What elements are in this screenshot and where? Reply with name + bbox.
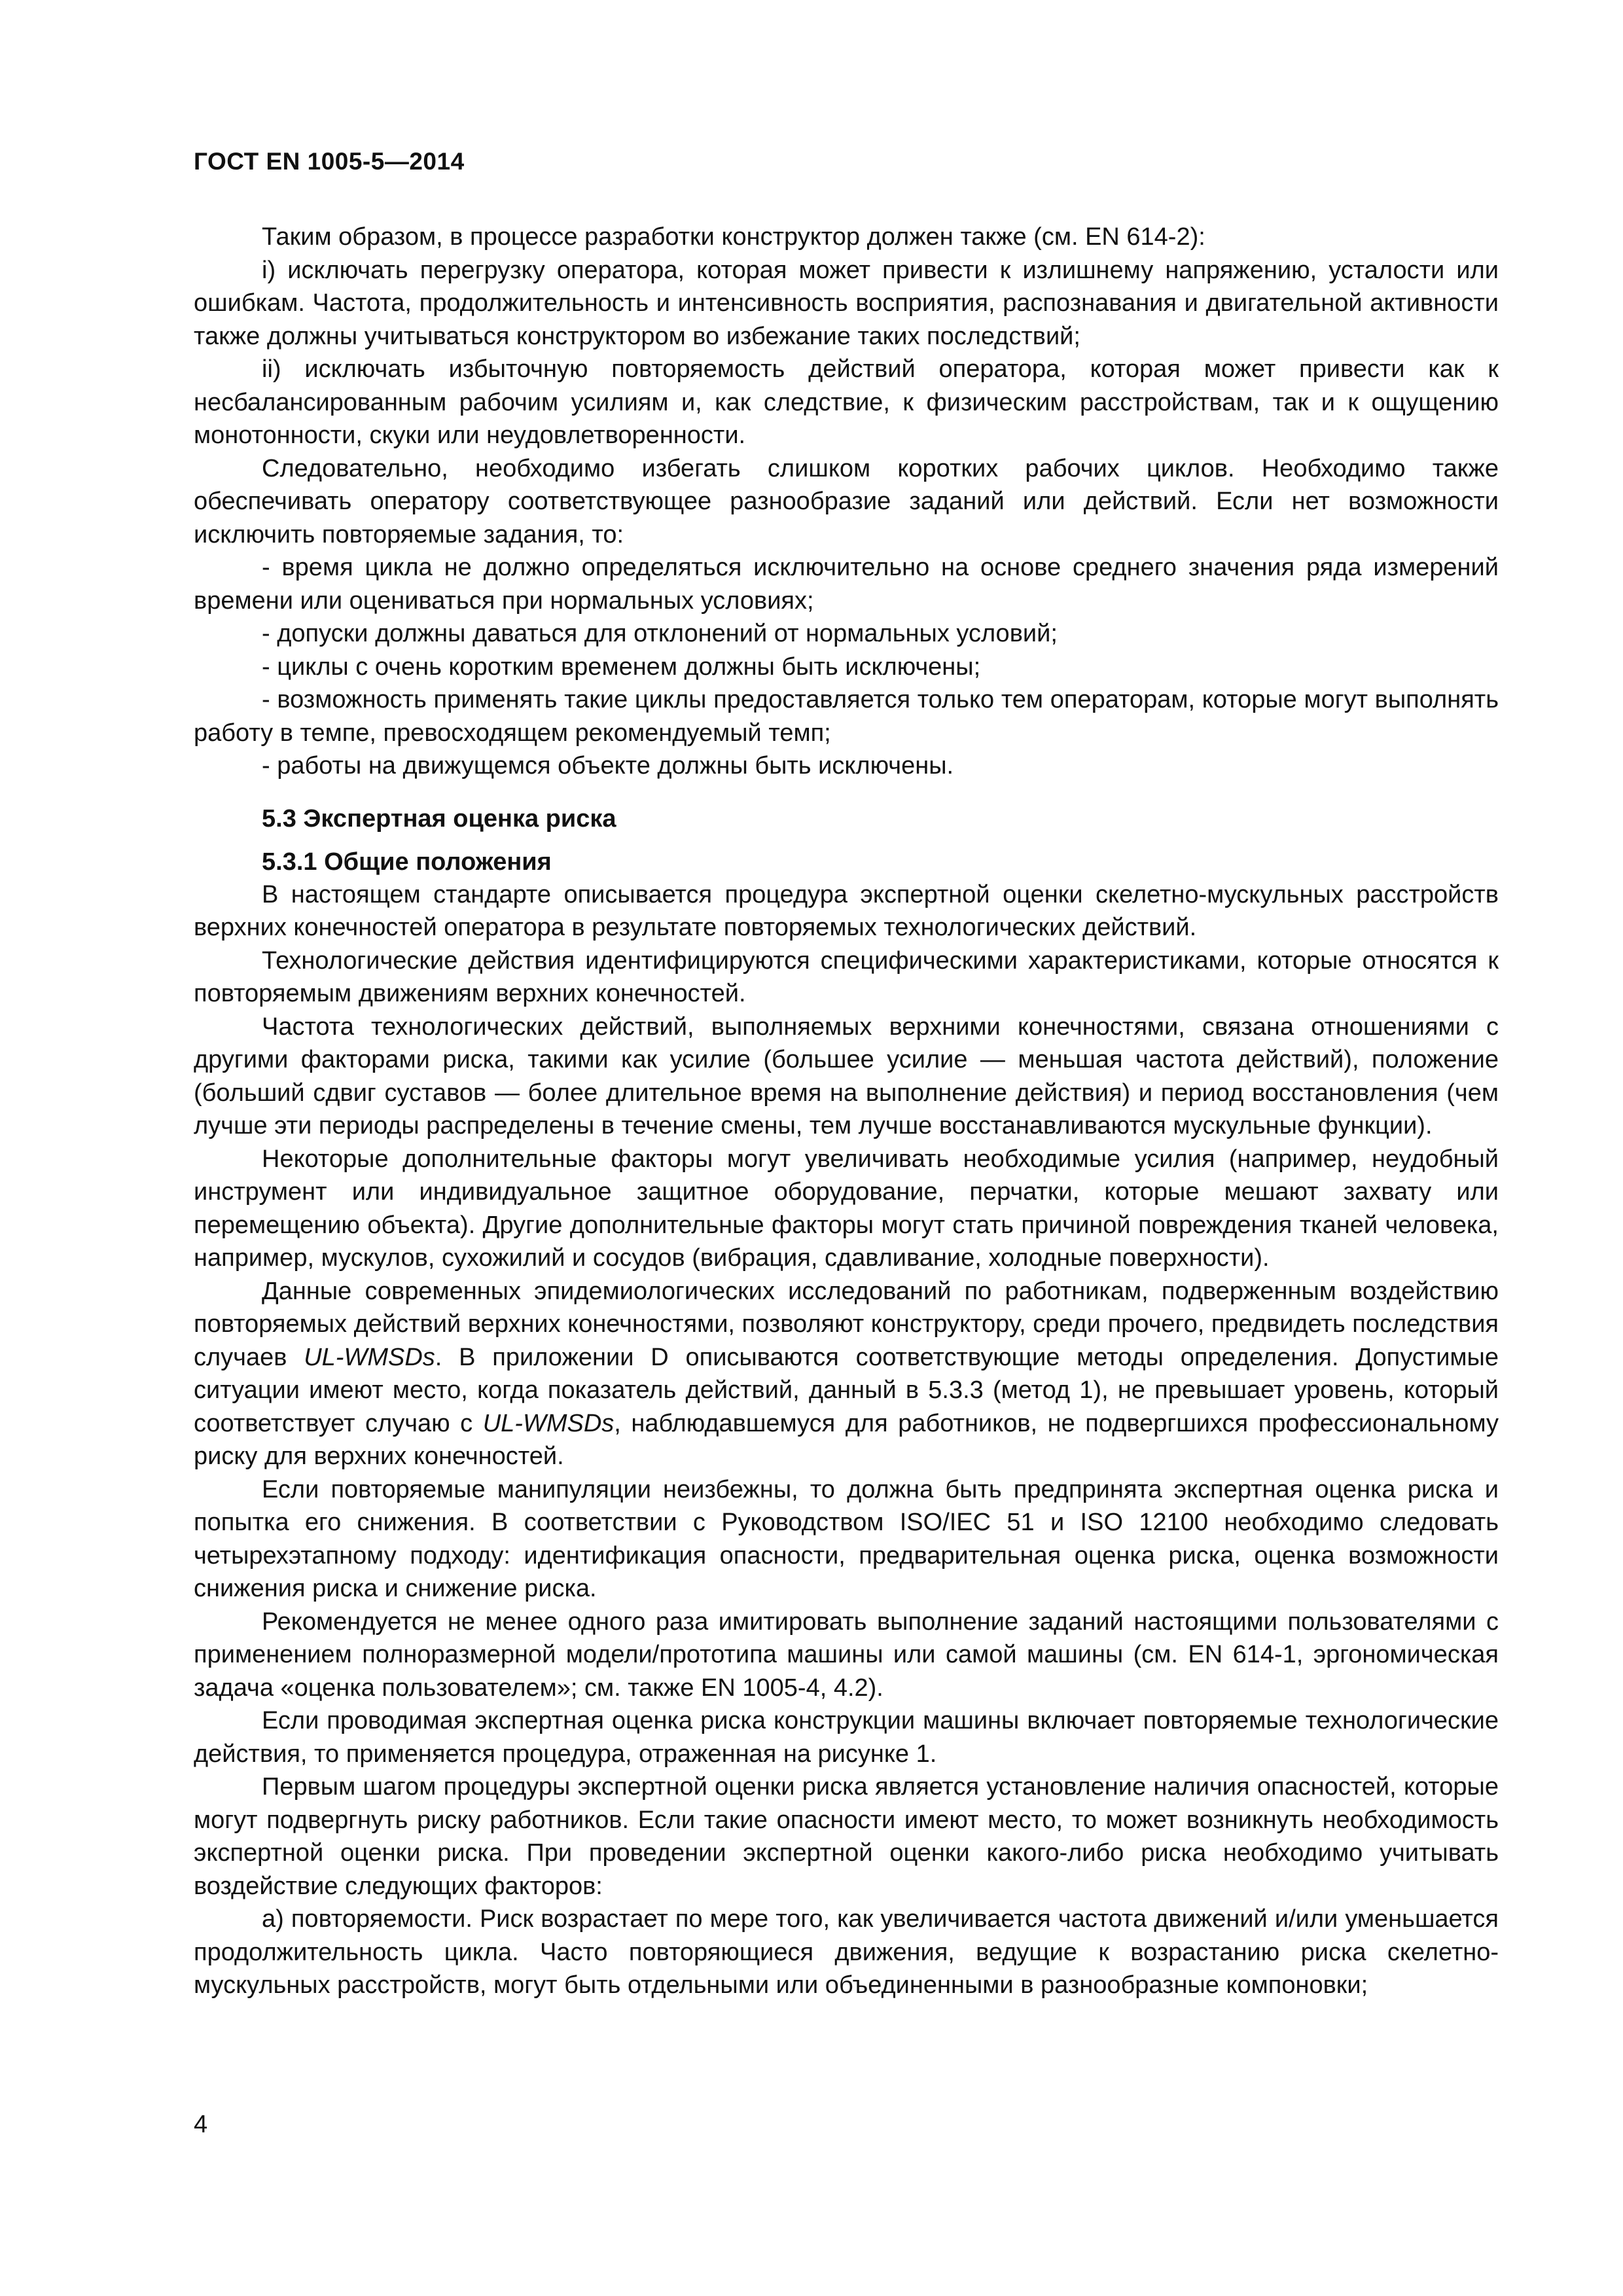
list-item: - время цикла не должно определяться исключительно на основе среднего значения ряда измерений времени или оцениваться при нормальных условиях;	[194, 554, 1499, 615]
section-heading: 5.3 Экспертная оценка риска	[262, 804, 616, 833]
text-run: Данные современных эпидемиологических исследований по работникам, подверженным воздействию повторяемых действий верхних конечностями, позволяют конструктору, среди прочего, предвидеть последствия случаев	[194, 1277, 1499, 1371]
paragraph: Технологические действия идентифицируются специфическими характеристиками, которые относятся к повторяемым движениям верхних конечностей.	[194, 946, 1499, 1007]
paragraph: Рекомендуется не менее одного раза имитировать выполнение заданий настоящими пользователями с применением полноразмерной модели/прототипа машины или самой машины (см. EN 614-1, эргономическая задача «оценка пользователем»; см. также EN 1005-4, 4.2).	[194, 1607, 1499, 1702]
paragraph: Если повторяемые манипуляции неизбежны, то должна быть предпринята экспертная оценка риска и попытка его снижения. В соответствии с Руководством ISO/IEC 51 и ISO 12100 необходимо следовать четырехэтапному подходу: идентификация опасности, предварительная оценка риска, оценка возможности снижения риска и снижение риска.	[194, 1475, 1499, 1602]
paragraph: Частота технологических действий, выполняемых верхними конечностями, связана отношениями с другими факторами риска, такими как усилие (большее усилие — меньшая частота действий), положение (больший сдвиг суставов — более длительное время на выполнение действия) и период восстановления (чем лучше эти периоды распределены в течение смены, тем лучше восстанавливаются мускульные функции).	[194, 1013, 1499, 1139]
paragraph: Следовательно, необходимо избегать слишком коротких рабочих циклов. Необходимо также обеспечивать оператору соответствующее разнообразие заданий или действий. Если нет возможности исключить повторяемые задания, то:	[194, 454, 1499, 548]
document-code-header: ГОСТ EN 1005-5—2014	[194, 148, 465, 175]
document-body	[194, 221, 1499, 2002]
paragraph-item-ii: ii) исключать избыточную повторяемость действий оператора, которая может привести как к несбалансированным рабочим усилиям и, как следствие, к физическим расстройствам, так и к ощущению монотонности, скуки или неудовлетворенности.	[194, 355, 1499, 449]
list-item: - возможность применять такие циклы предоставляется только тем операторам, которые могут выполнять работу в темпе, превосходящем рекомендуемый темп;	[194, 686, 1499, 747]
paragraph: Если проводимая экспертная оценка риска конструкции машины включает повторяемые технологические действия, то применяется процедура, отраженная на рисунке 1.	[194, 1707, 1499, 1768]
paragraph: В настоящем стандарте описывается процедура экспертной оценки скелетно-мускульных расстройств верхних конечностей оператора в результате повторяемых технологических действий.	[194, 880, 1499, 941]
paragraph: Первым шагом процедуры экспертной оценки риска является установление наличия опасностей, которые могут подвергнуть риску работников. Если такие опасности имеют место, то может возникнуть необходимость экспертной оценки риска. При проведении экспертной оценки какого-либо риска необходимо учитывать воздействие следующих факторов:	[194, 1773, 1499, 1900]
text-run: . В приложении D описываются соответствующие методы определения. Допустимые ситуации имеют место, когда показатель действий, данный в 5.3.3 (метод 1), не превышает уровень, который соответствует случаю с	[194, 1343, 1499, 1437]
paragraph-epidemiology	[194, 1275, 1499, 1473]
term-italic: UL-WMSDs	[482, 1409, 615, 1437]
list-item: - работы на движущемся объекте должны быть исключены.	[262, 752, 954, 780]
paragraph: Некоторые дополнительные факторы могут увеличивать необходимые усилия (например, неудобный инструмент или индивидуальное защитное оборудование, перчатки, которые мешают захвату или перемещению объекта). Другие дополнительные факторы могут стать причиной повреждения тканей человека, например, мускулов, сухожилий и сосудов (вибрация, сдавливание, холодные поверхности).	[194, 1145, 1499, 1272]
page-number: 4	[194, 2111, 208, 2138]
text-run: , наблюдавшемуся для работников, не подвергшихся профессиональному риску для верхних конечностей.	[194, 1409, 1499, 1470]
subsection-heading: 5.3.1 Общие положения	[262, 848, 552, 876]
paragraph: Таким образом, в процессе разработки конструктор должен также (см. EN 614-2):	[262, 223, 1205, 251]
paragraph-item-i: i) исключать перегрузку оператора, которая может привести к излишнему напряжению, усталости или ошибкам. Частота, продолжительность и интенсивность восприятия, распознавания и двигательной активности также должны учитываться конструктором во избежание таких последствий;	[194, 256, 1499, 350]
list-item-a: а) повторяемости. Риск возрастает по мере того, как увеличивается частота движений и/или уменьшается продолжительность цикла. Часто повторяющиеся движения, ведущие к возрастанию риска скелетно-мускульных расстройств, могут быть отдельными или объединенными в разнообразные компоновки;	[194, 1905, 1499, 1999]
list-item: - циклы с очень коротким временем должны быть исключены;	[262, 653, 981, 681]
term-italic: UL-WMSDs	[304, 1343, 435, 1371]
list-item: - допуски должны даваться для отклонений от нормальных условий;	[262, 620, 1058, 647]
